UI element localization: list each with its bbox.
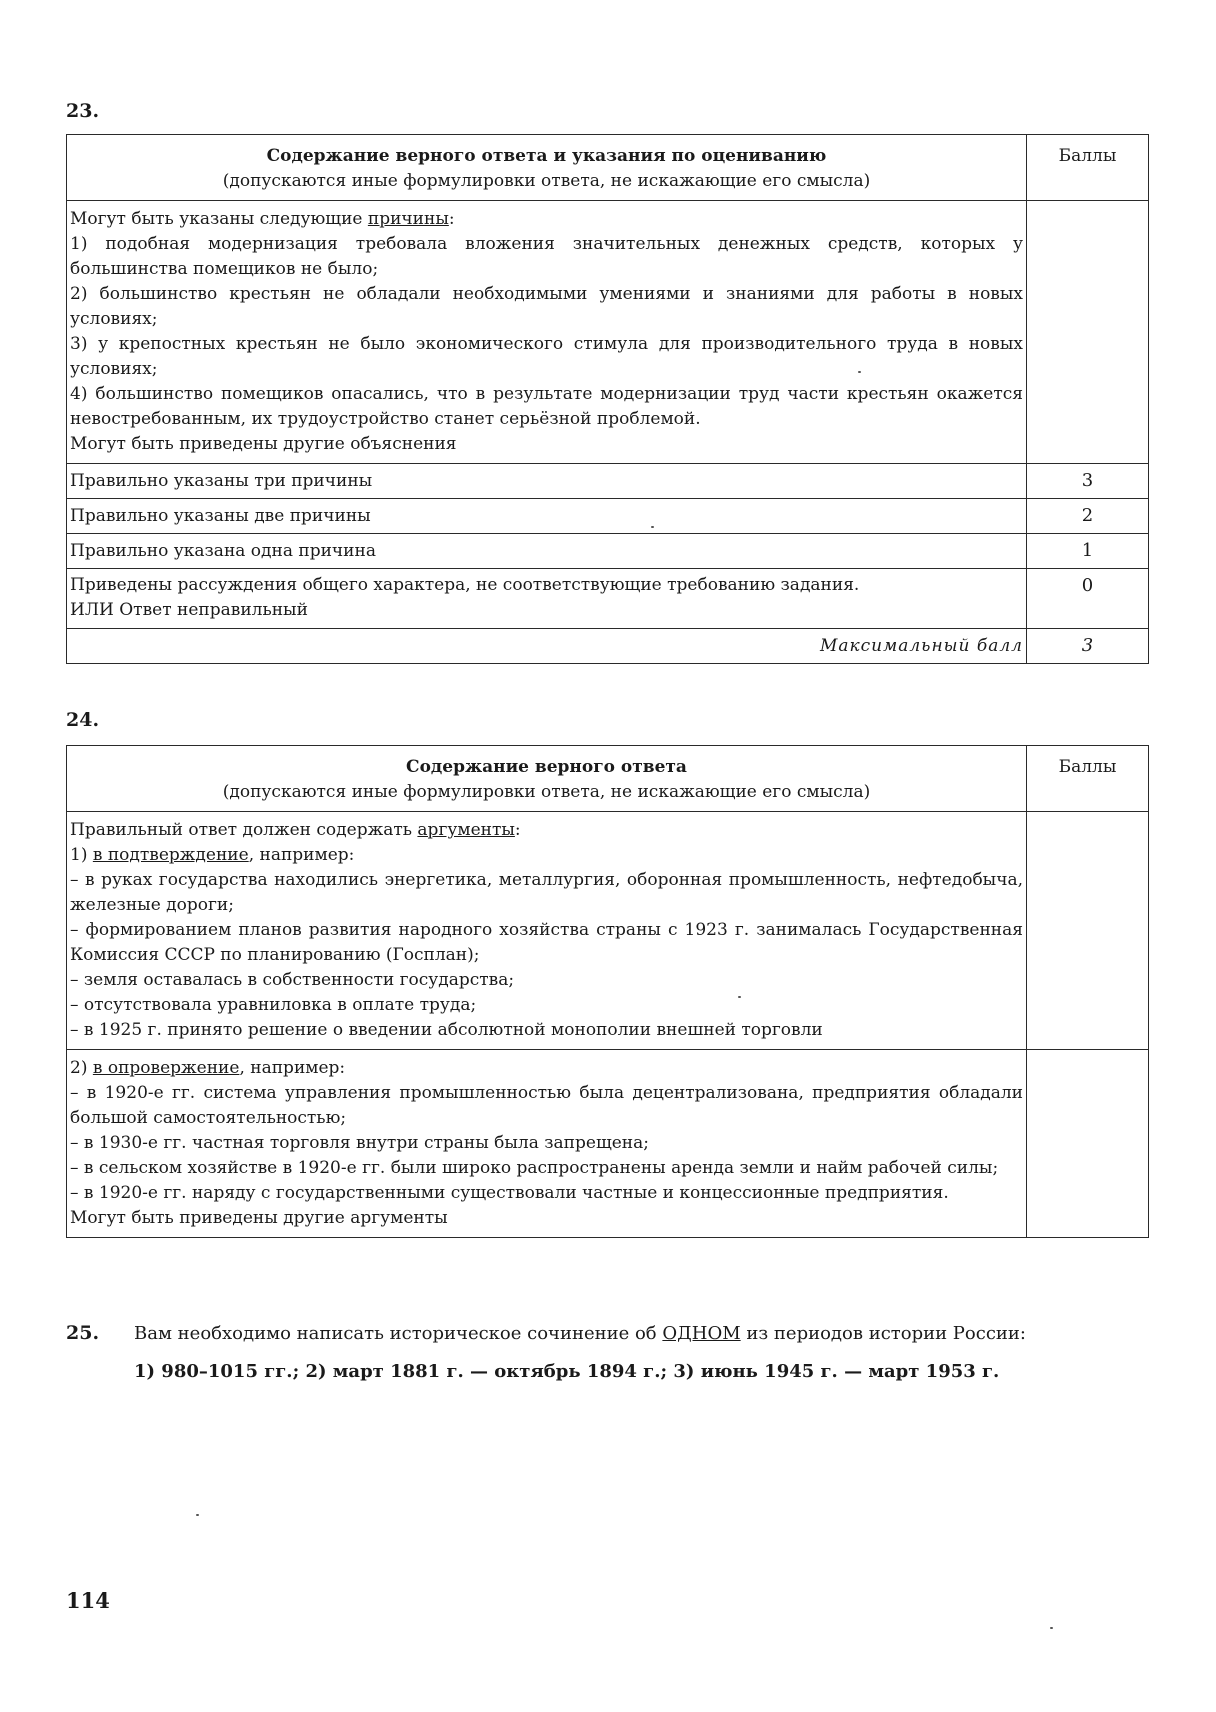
- criteria-score: 2: [1027, 499, 1149, 534]
- criteria-row: [67, 499, 1149, 534]
- list-item: – в 1925 г. принято решение о введении абсолютной монополии внешней торговли: [70, 1020, 823, 1040]
- answer-intro: Правильный ответ должен содержать аргументы:: [70, 820, 521, 840]
- question-25-periods: 1) 980–1015 гг.; 2) март 1881 г. — октябрь 1894 г.; 3) июнь 1945 г. — март 1953 г.: [134, 1361, 1000, 1382]
- list-item: 3) у крепостных крестьян не было экономического стимула для производительного труда в новых условиях;: [70, 334, 1023, 379]
- criteria-score: 3: [1027, 464, 1149, 499]
- list-item: 4) большинство помещиков опасались, что в результате модернизации труд части крестьян окажется невостребованным, их трудоустройство станет серьёзной проблемой.: [70, 384, 1023, 429]
- question-24-table: [66, 745, 1149, 1238]
- table-header-row: [67, 135, 1149, 201]
- criteria-score: 0: [1027, 569, 1149, 629]
- question-25-number: 25.: [66, 1322, 100, 1344]
- score-header: Баллы: [1027, 746, 1149, 812]
- page-number: 114: [66, 1588, 110, 1613]
- answer-content-header: [67, 746, 1027, 812]
- max-score-label: Максимальный балл: [67, 629, 1027, 664]
- list-item: – в 1930-е гг. частная торговля внутри страны была запрещена;: [70, 1133, 650, 1153]
- scan-speck: [738, 996, 741, 998]
- table-header-row: [67, 746, 1149, 812]
- answer-intro: Могут быть указаны следующие причины:: [70, 209, 455, 229]
- criteria-row-zero: [67, 569, 1149, 629]
- question-24-number: 24.: [66, 709, 100, 731]
- criteria-row: [67, 534, 1149, 569]
- criteria-text: Правильно указаны три причины: [67, 464, 1027, 499]
- closing-note: Могут быть приведены другие объяснения: [70, 434, 457, 454]
- answer-part-2: [67, 1050, 1027, 1238]
- keyword-one: ОДНОМ: [662, 1323, 741, 1344]
- question-23-number: 23.: [66, 100, 100, 122]
- list-item: 1) подобная модернизация требовала вложения значительных денежных средств, которых у большинства помещиков не было;: [70, 234, 1023, 279]
- scan-speck: [1050, 1627, 1053, 1629]
- list-item: – отсутствовала уравниловка в оплате труда;: [70, 995, 477, 1015]
- criteria-text: Правильно указана одна причина: [67, 534, 1027, 569]
- criteria-text: Правильно указаны две причины: [67, 499, 1027, 534]
- part-2-heading: 2) в опровержение, например:: [70, 1058, 346, 1078]
- list-item: – формированием планов развития народного хозяйства страны с 1923 г. занималась Государственная Комиссия СССР по планированию (Госплан);: [70, 920, 1023, 965]
- list-item: – в сельском хозяйстве в 1920-е гг. были широко распространены аренда земли и найм рабочей силы;: [70, 1158, 999, 1178]
- scan-speck: [651, 526, 654, 528]
- list-item: – в 1920-е гг. наряду с государственными существовали частные и концессионные предприятия.: [70, 1183, 949, 1203]
- keyword-refutation: в опровержение: [92, 1058, 240, 1078]
- criteria-text: Приведены рассуждения общего характера, не соответствующие требованию задания. ИЛИ Ответ неправильный: [67, 569, 1027, 629]
- empty-score-cell: [1027, 1050, 1149, 1238]
- keyword-reasons: причины: [367, 209, 449, 229]
- header-title: Содержание верного ответа: [406, 757, 687, 777]
- empty-score-cell: [1027, 812, 1149, 1050]
- answer-part-2-row: [67, 1050, 1149, 1238]
- scan-speck: [858, 371, 861, 373]
- header-subtitle: (допускаются иные формулировки ответа, не искажающие его смысла): [222, 171, 871, 191]
- part-1-heading: 1) в подтверждение, например:: [70, 845, 355, 865]
- header-title: Содержание верного ответа и указания по оцениванию: [266, 146, 827, 166]
- scan-speck: [196, 1514, 199, 1516]
- answer-part-1-row: [67, 812, 1149, 1050]
- keyword-confirmation: в подтверждение: [92, 845, 249, 865]
- question-25-prompt: Вам необходимо написать историческое сочинение об ОДНОМ из периодов истории России:: [134, 1323, 1026, 1344]
- max-score-row: [67, 629, 1149, 664]
- list-item: – в руках государства находились энергетика, металлургия, оборонная промышленность, нефтедобыча, железные дороги;: [70, 870, 1023, 915]
- answer-content-row: [67, 201, 1149, 464]
- empty-score-cell: [1027, 201, 1149, 464]
- list-item: – земля оставалась в собственности государства;: [70, 970, 515, 990]
- keyword-arguments: аргументы: [417, 820, 515, 840]
- criteria-score: 1: [1027, 534, 1149, 569]
- header-subtitle: (допускаются иные формулировки ответа, не искажающие его смысла): [222, 782, 871, 802]
- list-item: 2) большинство крестьян не обладали необходимыми умениями и знаниями для работы в новых условиях;: [70, 284, 1023, 329]
- closing-note: Могут быть приведены другие аргументы: [70, 1208, 448, 1228]
- answer-part-1: [67, 812, 1027, 1050]
- answer-content-header: [67, 135, 1027, 201]
- list-item: – в 1920-е гг. система управления промышленностью была децентрализована, предприятия обладали большой самостоятельностью;: [70, 1083, 1023, 1128]
- score-header: Баллы: [1027, 135, 1149, 201]
- answer-content: [67, 201, 1027, 464]
- criteria-row: [67, 464, 1149, 499]
- question-23-table: [66, 134, 1149, 664]
- max-score-value: 3: [1027, 629, 1149, 664]
